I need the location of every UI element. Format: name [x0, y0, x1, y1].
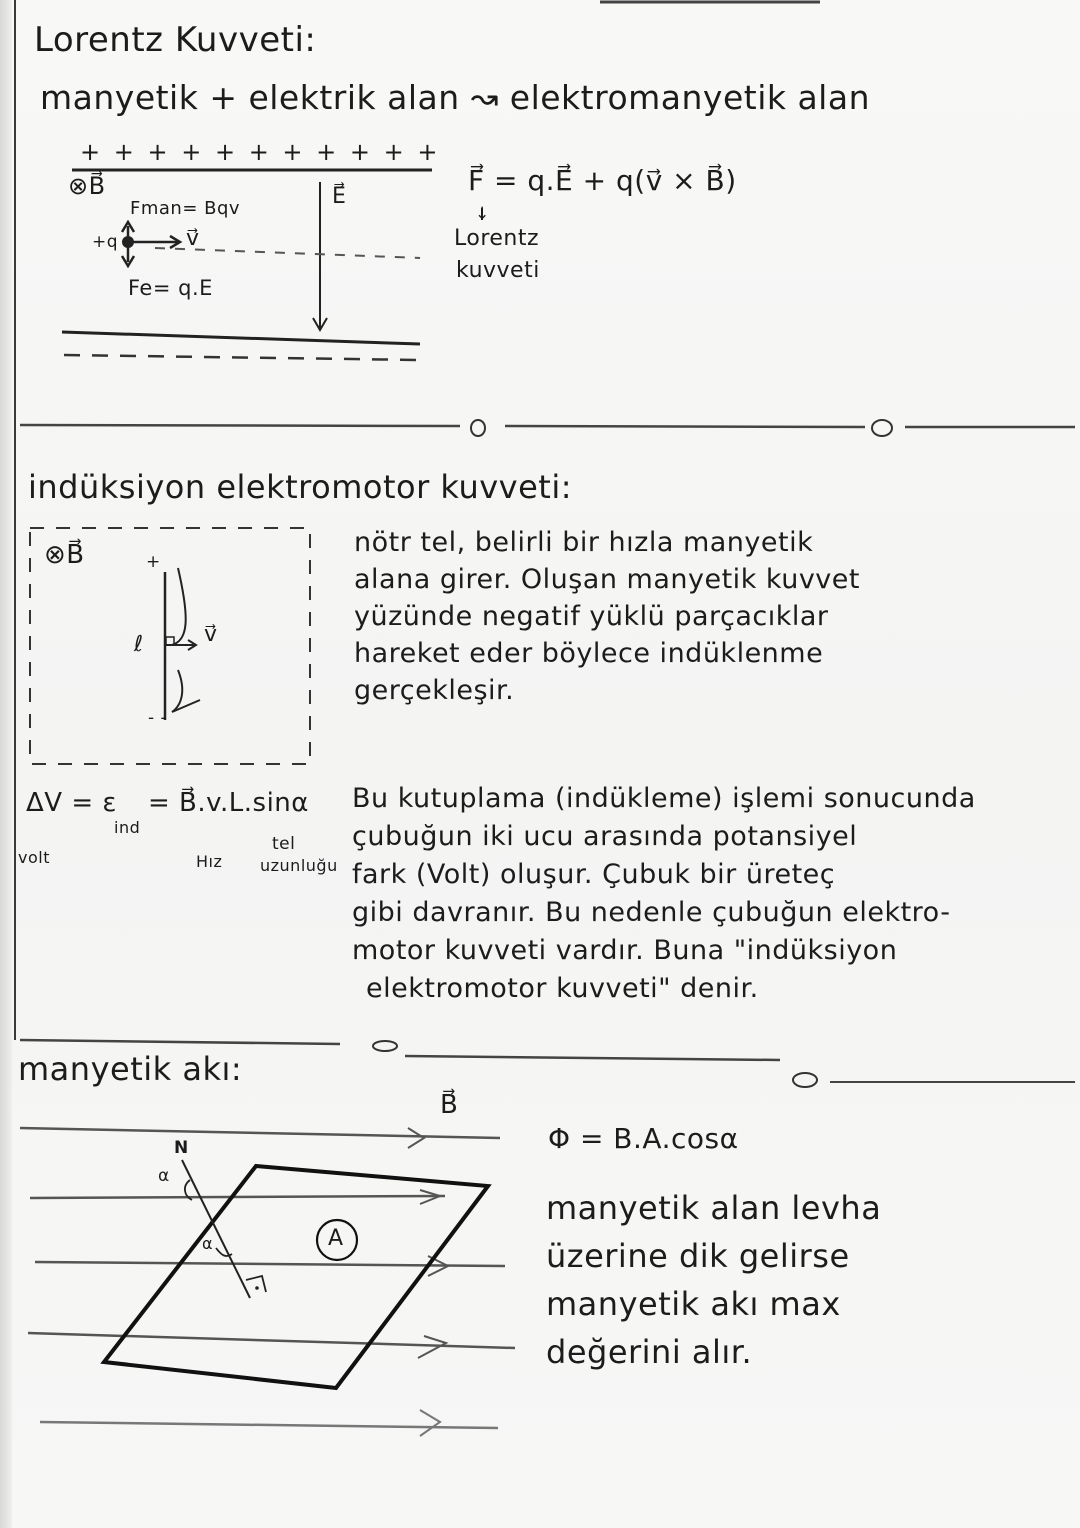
rod-minus-end: - -	[148, 708, 168, 728]
rod-plus-end: +	[146, 552, 161, 572]
text-line: yüzünde negatif yüklü parçacıklar	[354, 601, 829, 632]
emf-formula-lhs: ΔV = ε	[26, 788, 117, 818]
text-line: gerçekleşir.	[354, 675, 515, 706]
normal-label: N	[174, 1138, 189, 1158]
text-line: manyetik alan levha	[546, 1189, 882, 1227]
section-title-magnetic-flux: manyetik akı:	[18, 1050, 243, 1088]
text-line: nötr tel, belirli bir hızla manyetik	[354, 527, 814, 558]
lorentz-subtitle: manyetik + elektrik alan ↝ elektromanyetik alan	[40, 78, 870, 117]
text-line: manyetik akı max	[546, 1285, 841, 1323]
lorentz-formula: F⃗ = q.E⃗ + q(v⃗ × B⃗)	[468, 164, 737, 197]
text-line: Bu kutuplama (indükleme) işlemi sonucunda	[352, 783, 976, 814]
flux-formula: Φ = B.A.cosα	[548, 1122, 739, 1155]
charge-label: +q	[92, 232, 119, 252]
emf-formula-subscript: ind	[114, 818, 141, 837]
text-line: elektromotor kuvveti" denir.	[366, 973, 759, 1004]
formula-label-kuvveti: kuvveti	[456, 258, 540, 283]
rod-velocity-label: v⃗	[204, 622, 218, 647]
angle-alpha-outer: α	[158, 1166, 170, 1186]
text-line: alana girer. Oluşan manyetik kuvvet	[354, 564, 860, 595]
velocity-label: v⃗	[186, 226, 200, 251]
text-line: fark (Volt) oluşur. Çubuk bir üreteç	[352, 859, 836, 890]
magnetic-field-into-page: ⊗B⃗	[68, 172, 106, 200]
induction-paragraph-1	[354, 524, 860, 709]
flux-paragraph	[546, 1184, 881, 1376]
electric-force-label: Fe= q.E	[128, 276, 213, 300]
text-line: gibi davranır. Bu nedenle çubuğun elektro-	[352, 897, 951, 928]
flux-field-B: B⃗	[440, 1090, 459, 1120]
rod-length-label: ℓ	[134, 632, 144, 657]
area-label: A	[328, 1226, 344, 1251]
speed-label: Hız	[196, 852, 223, 871]
induction-paragraph-2	[352, 780, 976, 1008]
angle-alpha-inner: α	[202, 1234, 214, 1253]
text-line: hareket eder böylece indüklenme	[354, 638, 824, 669]
length-label: uzunluğu	[260, 856, 338, 875]
formula-label-lorentz: Lorentz	[454, 226, 540, 251]
text-line: motor kuvveti vardır. Buna "indüksiyon	[352, 935, 898, 966]
section-title-induction-emf: indüksiyon elektromotor kuvveti:	[28, 468, 573, 506]
text-line: üzerine dik gelirse	[546, 1237, 850, 1275]
wire-label: tel	[272, 834, 296, 854]
text-line: çubuğun iki ucu arasında potansiyel	[352, 821, 858, 852]
section-title-lorentz: Lorentz Kuvveti:	[34, 20, 317, 60]
emf-formula-rhs: = B⃗.v.L.sinα	[148, 788, 309, 818]
induction-field-B: ⊗B⃗	[44, 540, 85, 570]
text-line: değerini alır.	[546, 1333, 753, 1371]
magnetic-force-label: Fman= Bqv	[130, 198, 241, 219]
electric-field-label: E⃗	[332, 184, 347, 209]
formula-arrow: ↓	[475, 204, 490, 224]
top-plate-charges: + + + + + + + + + + +	[80, 138, 441, 166]
volt-label: volt	[18, 848, 50, 867]
